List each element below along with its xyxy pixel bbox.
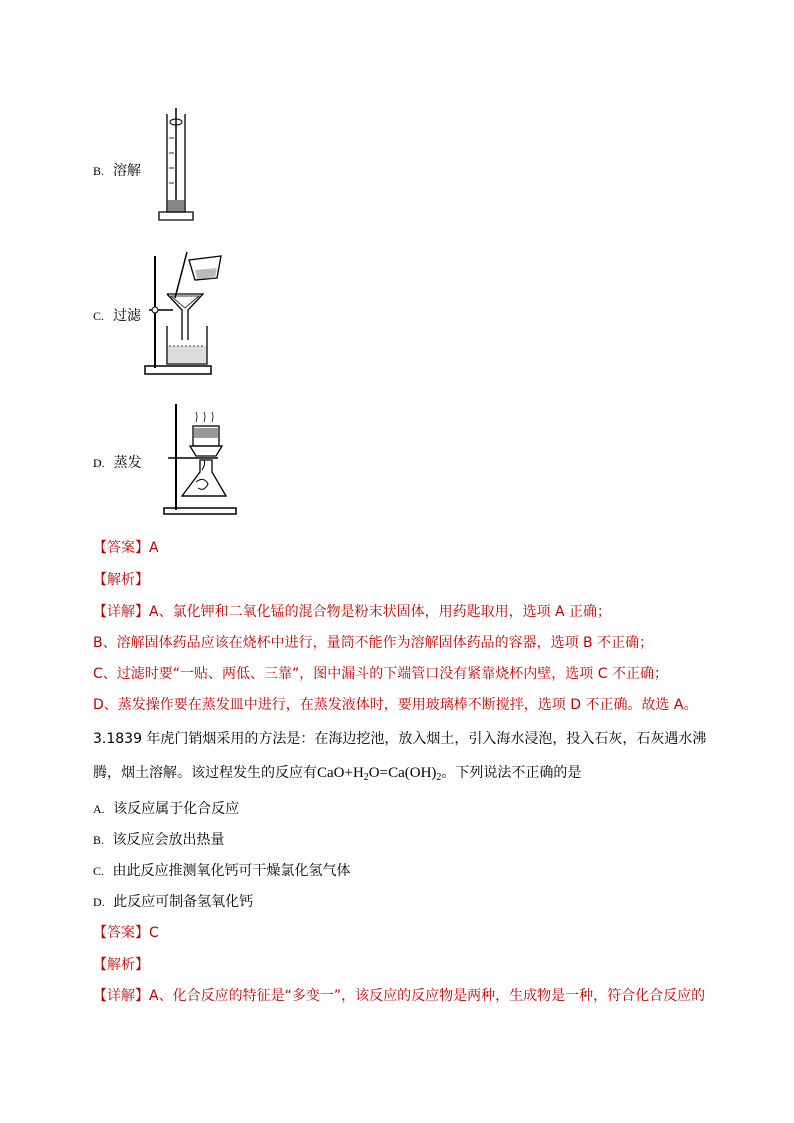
answer-tag: 【答案】 bbox=[93, 925, 149, 941]
option-letter: C. bbox=[93, 309, 105, 323]
chemical-formula: $CaO+H_2O=Ca(OH)_2$ bbox=[317, 765, 442, 783]
detail-line: D、蒸发操作要在蒸发皿中进行，在蒸发液体时，要用玻璃棒不断搅拌，选项 D 不正确。故选 A。 bbox=[93, 697, 698, 713]
answer-line bbox=[93, 539, 159, 557]
detail-text: A、氯化钾和二氧化锰的混合物是粉末状固体，用药匙取用，选项 A 正确； bbox=[149, 604, 612, 620]
analysis-heading bbox=[93, 956, 149, 974]
detail-line bbox=[93, 603, 611, 621]
detail-line bbox=[93, 987, 705, 1005]
option-text: 由此反应推测氧化钙可干燥氯化氢气体 bbox=[112, 863, 351, 879]
detail-line: B、溶解固体药品应该在烧杯中进行，量筒不能作为溶解固体药品的容器，选项 B 不正确； bbox=[93, 635, 654, 651]
detail-tag: 【详解】 bbox=[93, 988, 149, 1004]
detail-line: C、过滤时要“一贴、两低、三靠”，图中漏斗的下端管口没有紧靠烧杯内壁，选项 C 不正确； bbox=[93, 666, 668, 682]
option-d bbox=[93, 893, 253, 911]
evaporation-figure bbox=[160, 402, 240, 516]
question-stem-2 bbox=[93, 764, 581, 787]
option-b bbox=[93, 831, 224, 849]
analysis-tag: 【解析】 bbox=[93, 572, 149, 588]
option-d-label bbox=[93, 452, 142, 472]
analysis-heading bbox=[93, 571, 149, 589]
answer-value: C bbox=[149, 925, 159, 941]
option-text: 该反应属于化合反应 bbox=[113, 801, 240, 817]
answer-line bbox=[93, 924, 159, 942]
analysis-tag: 【解析】 bbox=[93, 957, 149, 973]
option-text: 蒸发 bbox=[113, 455, 142, 471]
option-letter: D. bbox=[93, 456, 105, 470]
question-stem: 3.1839 年虎门销烟采用的方法是：在海边挖池，放入烟土，引入海水浸泡，投入石灰，石灰遇水沸 bbox=[93, 731, 707, 747]
option-text: 溶解 bbox=[113, 163, 142, 179]
option-letter: C. bbox=[93, 864, 105, 878]
option-a bbox=[93, 800, 239, 818]
option-letter: B. bbox=[93, 833, 105, 847]
option-text: 过滤 bbox=[113, 308, 142, 324]
option-text: 此反应可制备氢氧化钙 bbox=[113, 894, 254, 910]
option-letter: B. bbox=[93, 164, 105, 178]
answer-value: A bbox=[149, 540, 159, 556]
option-c-label bbox=[93, 305, 141, 325]
option-b-label bbox=[93, 160, 141, 180]
answer-tag: 【答案】 bbox=[93, 540, 149, 556]
stem-text: 。下列说法不正确的是 bbox=[441, 765, 582, 781]
stem-text: 腾，烟土溶解。该过程发生的反应有 bbox=[93, 765, 317, 781]
filtration-figure bbox=[143, 250, 233, 376]
option-text: 该反应会放出热量 bbox=[112, 832, 225, 848]
option-c bbox=[93, 862, 350, 880]
detail-tag: 【详解】 bbox=[93, 604, 149, 620]
graduated-cylinder-figure bbox=[155, 108, 195, 224]
option-letter: A. bbox=[93, 802, 105, 816]
option-letter: D. bbox=[93, 895, 105, 909]
detail-text: A、化合反应的特征是“多变一”，该反应的反应物是两种，生成物是一种，符合化合反应的 bbox=[149, 988, 706, 1004]
